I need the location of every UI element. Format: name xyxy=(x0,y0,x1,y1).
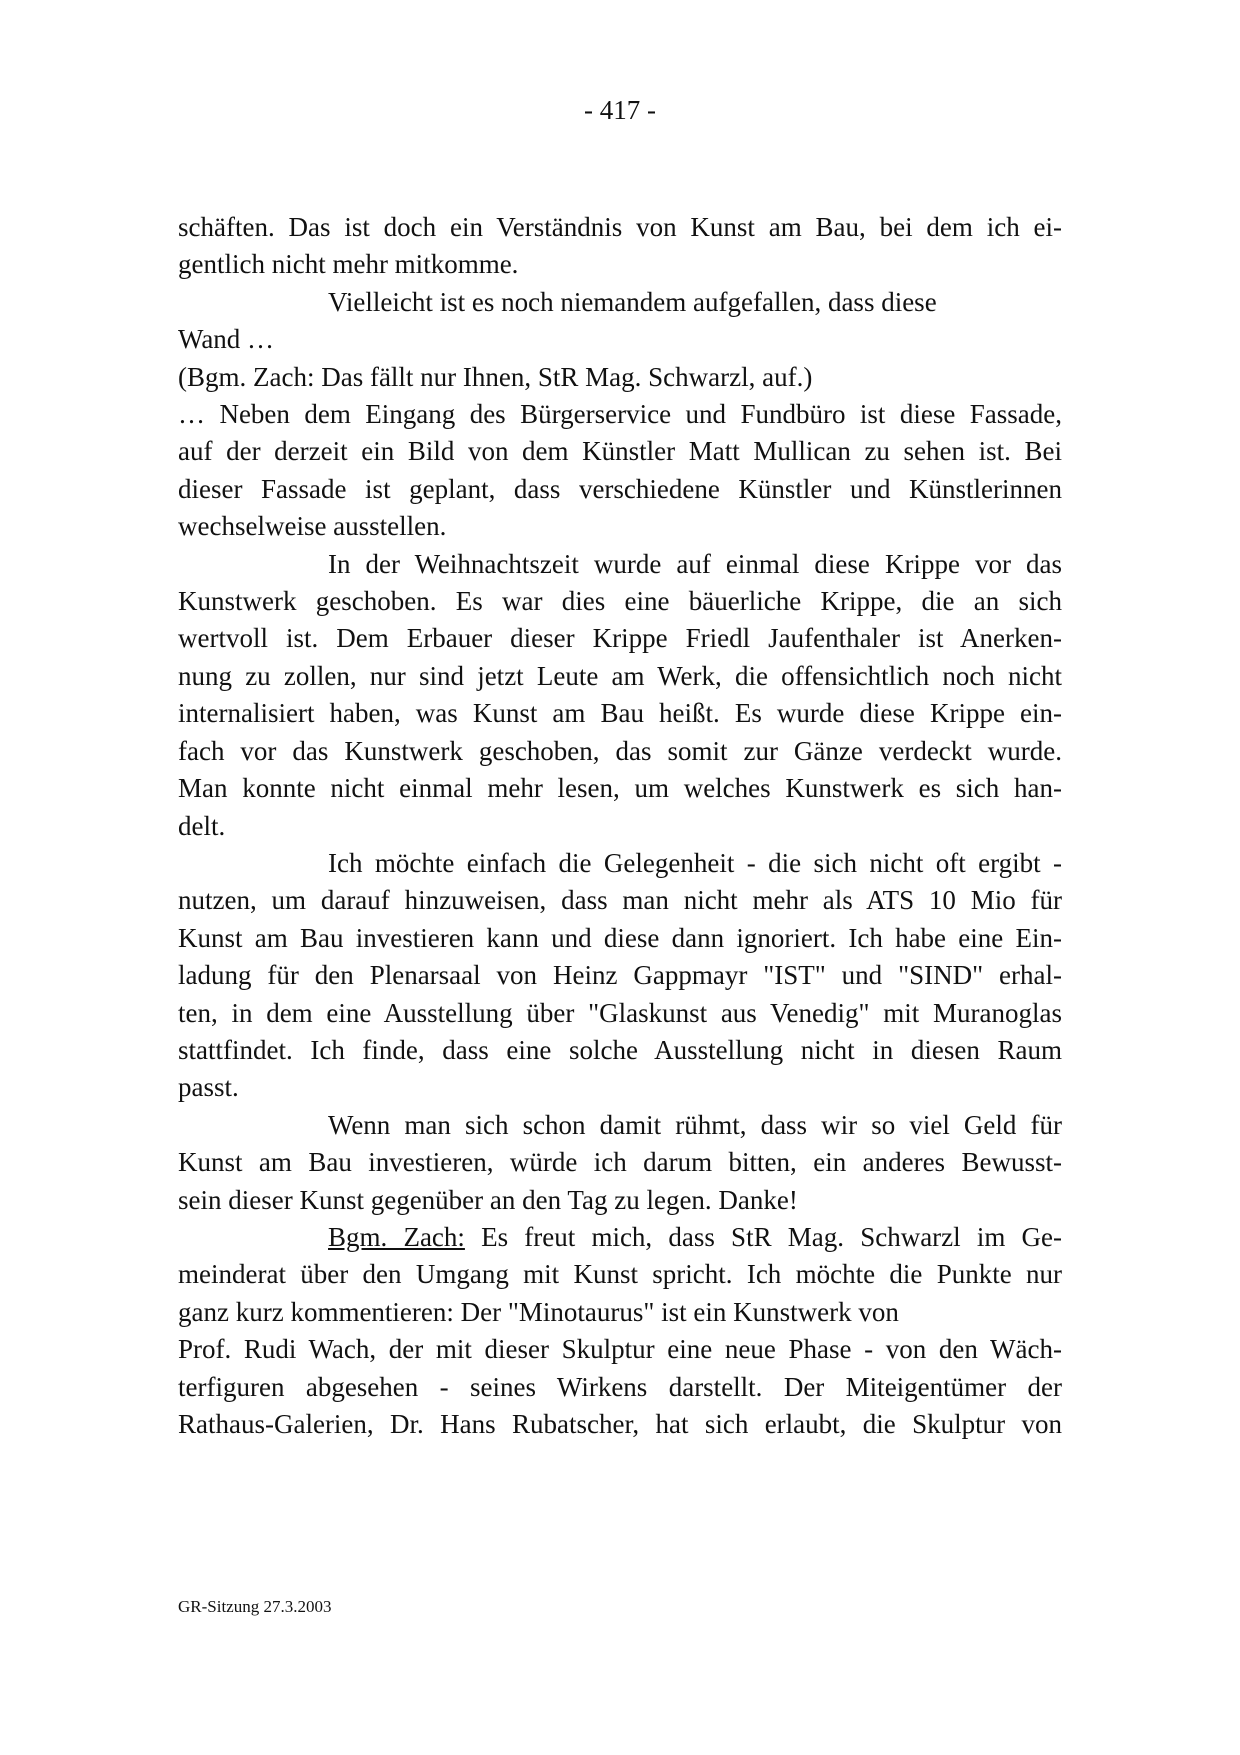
text-line: … Neben dem Eingang des Bürgerservice und Fundbüro ist diese Fassade, xyxy=(178,399,1062,430)
speaker-label: Bgm. Zach: xyxy=(328,1221,465,1252)
text-line: Kunst am Bau investieren, würde ich darum bitten, ein anderes Bewusst- xyxy=(178,1147,1062,1178)
text-line: ganz kurz kommentieren: Der "Minotaurus" ist ein Kunstwerk von xyxy=(178,1296,899,1327)
text-line: internalisiert haben, was Kunst am Bau heißt. Es wurde diese Krippe ein- xyxy=(178,698,1062,729)
text-line: terfiguren abgesehen - seines Wirkens darstellt. Der Miteigentümer der xyxy=(178,1371,1062,1402)
text-line: ten, in dem eine Ausstellung über "Glaskunst aus Venedig" mit Muranoglas xyxy=(178,997,1062,1028)
text-line: Ich möchte einfach die Gelegenheit - die sich nicht oft ergibt - xyxy=(328,847,1062,878)
text-line: passt. xyxy=(178,1072,239,1103)
text-line: Prof. Rudi Wach, der mit dieser Skulptur eine neue Phase - von den Wäch- xyxy=(178,1334,1062,1365)
speaker-text: Es freut mich, dass StR Mag. Schwarzl im Ge- xyxy=(481,1221,1063,1252)
text-line: stattfindet. Ich finde, dass eine solche Ausstellung nicht in diesen Raum xyxy=(178,1034,1062,1065)
text-line: gentlich nicht mehr mitkomme. xyxy=(178,249,519,280)
text-line: nung zu zollen, nur sind jetzt Leute am Werk, die offensichtlich noch nicht xyxy=(178,660,1062,691)
text-line: Kunst am Bau investieren kann und diese dann ignoriert. Ich habe eine Ein- xyxy=(178,922,1062,953)
text-line: Kunstwerk geschoben. Es war dies eine bäuerliche Krippe, die an sich xyxy=(178,586,1062,617)
text-line: Rathaus-Galerien, Dr. Hans Rubatscher, hat sich erlaubt, die Skulptur von xyxy=(178,1409,1062,1439)
text-line: dieser Fassade ist geplant, dass verschiedene Künstler und Künstlerinnen xyxy=(178,473,1062,504)
text-line: In der Weihnachtszeit wurde auf einmal diese Krippe vor das xyxy=(328,548,1062,579)
text-line: wertvoll ist. Dem Erbauer dieser Krippe Friedl Jaufenthaler ist Anerken- xyxy=(178,623,1062,654)
speaker-line xyxy=(178,1219,1062,1256)
text-line: sein dieser Kunst gegenüber an den Tag zu legen. Danke! xyxy=(178,1184,798,1215)
text-line: fach vor das Kunstwerk geschoben, das somit zur Gänze verdeckt wurde. xyxy=(178,735,1062,766)
text-line: ladung für den Plenarsaal von Heinz Gappmayr "IST" und "SIND" erhal- xyxy=(178,960,1062,991)
page-number: - 417 - xyxy=(584,95,656,125)
text-line: Vielleicht ist es noch niemandem aufgefallen, dass diese xyxy=(328,286,937,317)
text-line: delt. xyxy=(178,810,226,841)
text-line: meinderat über den Umgang mit Kunst spricht. Ich möchte die Punkte nur xyxy=(178,1259,1062,1290)
footer-session-date: GR-Sitzung 27.3.2003 xyxy=(178,1597,332,1616)
text-line: wechselweise ausstellen. xyxy=(178,511,447,542)
text-line: Wand … xyxy=(178,324,275,355)
text-line: schäften. Das ist doch ein Verständnis von Kunst am Bau, bei dem ich ei- xyxy=(178,212,1062,242)
text-line: nutzen, um darauf hinzuweisen, dass man nicht mehr als ATS 10 Mio für xyxy=(178,885,1062,916)
text-line: Man konnte nicht einmal mehr lesen, um welches Kunstwerk es sich han- xyxy=(178,773,1062,804)
text-line: Wenn man sich schon damit rühmt, dass wir so viel Geld für xyxy=(328,1109,1062,1140)
interjection: (Bgm. Zach: Das fällt nur Ihnen, StR Mag. Schwarzl, auf.) xyxy=(178,361,813,392)
page-body xyxy=(178,209,1062,1443)
text-line: auf der derzeit ein Bild von dem Künstler Matt Mullican zu sehen ist. Bei xyxy=(178,436,1062,467)
